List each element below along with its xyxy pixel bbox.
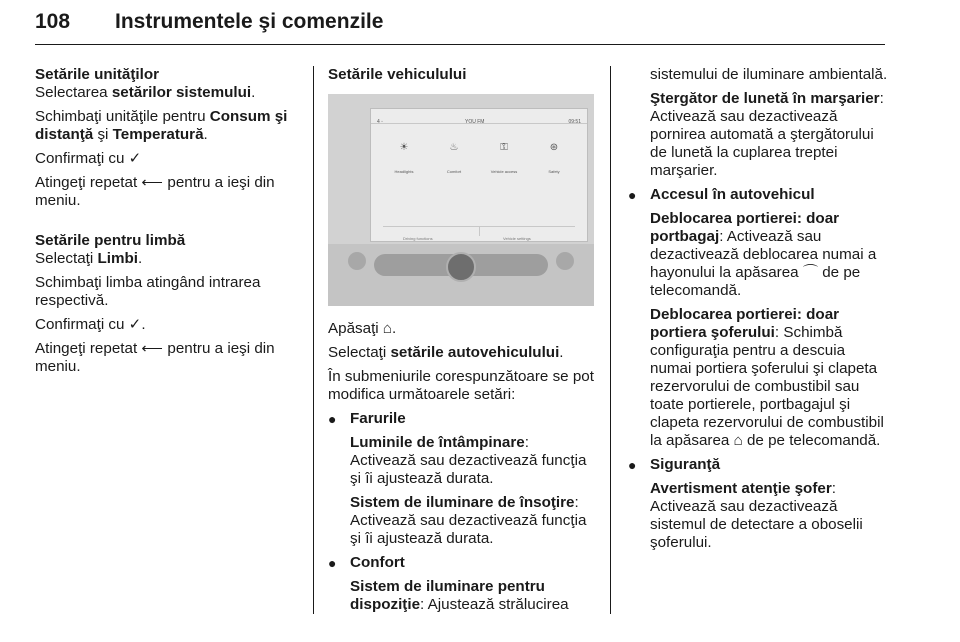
column-3	[628, 66, 890, 558]
bullet-icon: ●	[328, 411, 337, 427]
text: Selectaţi	[328, 344, 391, 361]
text: .	[203, 126, 208, 143]
status-time: 09:51	[568, 119, 581, 125]
chapter-title: Instrumentele şi comenzile	[115, 10, 384, 33]
text: Schimbaţi unităţile pentru	[35, 108, 210, 125]
headlight-icon: ☀	[399, 142, 409, 153]
tab-vehicle-settings: Vehicle settings	[503, 236, 531, 241]
tile-label: Vehicle access	[490, 169, 518, 174]
hazard-button	[348, 252, 366, 270]
bold-term: setărilor sistemului	[111, 84, 252, 101]
text: : Activează sau dezactivează funcţia şi îi ajustează durata.	[350, 494, 587, 547]
list-item	[628, 186, 890, 204]
list-item-title: Siguranţă	[650, 456, 721, 473]
text: : Activează sau dezactivează funcţia şi îi ajustează durata.	[350, 434, 587, 487]
paragraph: Apăsaţi ⌂.	[328, 320, 397, 337]
page-number: 108	[35, 10, 71, 33]
text: : Activează sau dezactivează deblocarea numai a hayonului la apăsarea ⌒ de pe telecomandă.	[650, 228, 877, 299]
paragraph: Atingeţi repetat ⟵ pentru a ieşi din meniu.	[35, 340, 275, 375]
list-item-title: Farurile	[350, 410, 406, 427]
paragraph	[35, 108, 305, 144]
status-left: 4 ◦	[377, 119, 383, 125]
sub-items	[628, 210, 890, 450]
bullet-icon: ●	[328, 555, 337, 571]
column-divider	[313, 66, 314, 614]
bottom-tabs	[383, 226, 575, 241]
tile-safety	[533, 139, 575, 181]
text: şi	[93, 126, 113, 143]
paragraph	[350, 578, 596, 614]
bold-term: Luminile de întâmpinare	[350, 434, 525, 451]
sub-items	[628, 480, 890, 552]
side-button	[556, 252, 574, 270]
tile-label: Headlights	[394, 169, 414, 174]
status-station: YOU FM	[465, 119, 485, 125]
comfort-icon: ♨	[449, 142, 459, 153]
sub-items	[328, 578, 596, 614]
bold-term: Sistem de iluminare pentru dispoziţie	[350, 578, 545, 613]
text: Selectarea	[35, 84, 112, 101]
paragraph: În submeniurile corespunzătoare se pot modifica următoarele setări:	[328, 368, 594, 403]
tile-label: Comfort	[446, 169, 462, 174]
text: : Activează sau dezactivează sistemul de detectare a oboselii şoferului.	[650, 480, 863, 551]
bold-term: Consum şi distanţă	[35, 108, 288, 143]
list-item	[328, 554, 596, 572]
paragraph: Confirmaţi cu ✓	[35, 150, 142, 167]
bold-term: Avertisment atenţie şofer	[650, 480, 832, 497]
tab-driving-functions: Driving functions	[403, 236, 433, 241]
text: : Ajustează strălucirea	[420, 596, 569, 613]
steering-wheel-icon: ⊛	[549, 142, 559, 153]
bold-term: Deblocarea portierei: doar portbagaj	[650, 210, 840, 245]
bold-term: Ştergător de lunetă în marşarier	[650, 90, 880, 107]
volume-knob	[446, 252, 476, 282]
list-item	[628, 456, 890, 474]
paragraph	[35, 84, 305, 102]
list-item	[328, 410, 596, 428]
column-divider	[610, 66, 611, 614]
page-header	[35, 8, 885, 45]
paragraph: Confirmaţi cu ✓.	[35, 316, 146, 333]
column-2	[328, 66, 596, 620]
paragraph: Atingeţi repetat ⟵ pentru a ieşi din meniu.	[35, 174, 275, 209]
bullet-icon: ●	[628, 187, 637, 203]
paragraph	[35, 250, 305, 268]
key-icon: ⚿	[500, 142, 508, 153]
bold-term: Temperatură	[112, 126, 204, 143]
column-1	[35, 66, 305, 382]
bold-term: Deblocarea portierei: doar portiera şoferului	[650, 306, 840, 341]
paragraph	[350, 434, 596, 488]
text: .	[251, 84, 256, 101]
sub-items	[628, 66, 890, 180]
section-heading-vehicle: Setările vehiculului	[328, 66, 467, 83]
text: .	[559, 344, 564, 361]
paragraph	[650, 306, 890, 450]
tile-comfort	[433, 139, 475, 181]
section-heading-units: Setările unităţilor	[35, 66, 160, 83]
list-item-title: Confort	[350, 554, 405, 571]
bold-term: Sistem de iluminare de însoţire	[350, 494, 575, 511]
tile-grid	[383, 139, 575, 199]
text: : Schimbă configuraţia pentru a descuia numai portiera şoferului şi clapeta rezervorului de combustibil sau toate portierele, portbagajul şi clapeta rezervorului de combustibil la apăsarea ⌂ de pe telecomandă.	[650, 324, 884, 449]
paragraph	[350, 494, 596, 548]
text: : Activează sau dezactivează pornirea automată a ştergătorului de lunetă la cuplarea treptei marşarier.	[650, 90, 884, 179]
paragraph	[650, 480, 890, 552]
infotainment-screen-photo	[328, 94, 594, 306]
paragraph: sistemului de iluminare ambientală.	[650, 66, 888, 83]
text: .	[137, 250, 143, 267]
paragraph	[650, 90, 890, 180]
bullet-icon: ●	[628, 457, 637, 473]
bold-term: Limbi	[97, 250, 138, 267]
paragraph	[650, 210, 890, 300]
paragraph	[328, 344, 596, 362]
bold-term: setările autovehiculului	[390, 344, 560, 361]
tile-headlights	[383, 139, 425, 181]
list-item-title: Accesul în autovehicul	[650, 186, 815, 203]
paragraph: Schimbaţi limba atingând intrarea respectivă.	[35, 274, 261, 309]
status-bar	[371, 109, 587, 124]
sub-items	[328, 434, 596, 548]
tile-vehicle-access	[483, 139, 525, 181]
tile-label: Safety	[548, 169, 560, 174]
display-screen	[370, 108, 588, 242]
section-heading-language: Setările pentru limbă	[35, 232, 186, 249]
text: Selectaţi	[35, 250, 98, 267]
